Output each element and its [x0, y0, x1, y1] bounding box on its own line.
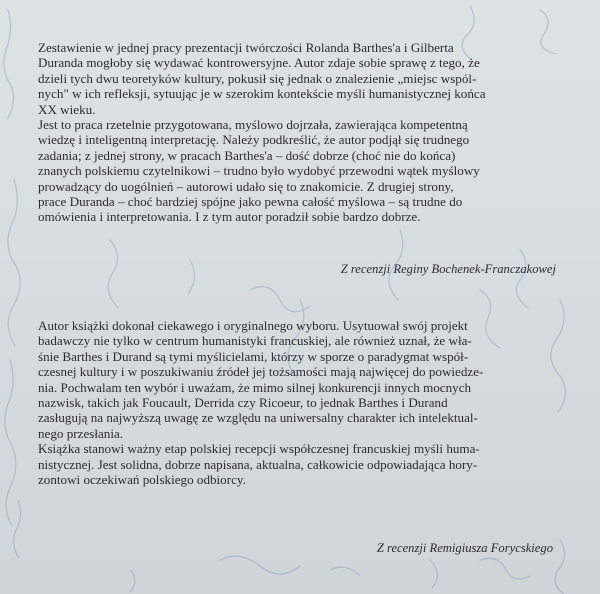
text-line: nistycznej. Jest solidna, dobrze napisana, aktualna, całkowicie odpowiadająca hory- [38, 456, 478, 472]
review-1-paragraph-1 [38, 40, 556, 117]
text-line: Autor książki dokonał ciekawego i oryginalnego wyboru. Usytuował swój projekt [38, 318, 468, 333]
review-1 [38, 40, 556, 225]
text-line: Duranda mogłoby się wydawać kontrowersyjne. Autor zdaje sobie sprawę z tego, że [38, 55, 480, 71]
review-2-attribution: Z recenzji Remigiusza Forycskiego [376, 541, 553, 555]
review-1-paragraph-2 [38, 117, 556, 225]
text-line: zadania; z jednej strony, w pracach Barthes'a – dość dobrze (choć nie do końca) [38, 147, 456, 163]
text-line: zasługują na najwyższą uwagę ze względu na uniwersalny charakter ich intelektual- [38, 410, 478, 426]
text-line: nych" w ich refleksji, sytuując je w szerokim kontekście myśli humanistycznej końca [38, 86, 486, 102]
text-line: nia. Pochwalam ten wybór i uważam, że mimo silnej konkurencji innych mocnych [38, 379, 472, 395]
text-line: omówienia i interpretowania. I z tym autor poradził sobie bardzo dobrze. [38, 209, 421, 225]
text-line: Jest to praca rzetelnie przygotowana, myślowo dojrzała, zawierająca kompetentną [38, 117, 468, 133]
text-line: zontowi oczekiwań polskiego odbiorcy. [38, 472, 246, 488]
text-line: Zestawienie w jednej pracy prezentacji twórczości Rolanda Barthes'a i Gilberta [38, 40, 454, 55]
review-1-attribution: Z recenzji Reginy Bochenek-Franczakowej [340, 262, 556, 276]
review-2 [38, 318, 556, 487]
text-line: wiedzę i inteligentną interpretację. Należy podkreślić, że autor podjął się trudnego [38, 132, 470, 148]
text-line: prowadzący do uogólnień – autorowi udało się to znakomicie. Z drugiej strony, [38, 178, 454, 194]
review-2-paragraph-2 [38, 441, 556, 487]
text-line: śnie Barthes i Durand są tymi myślicielami, którzy w sporze o paradygmat współ- [38, 348, 469, 364]
text-line: dzieli tych dwu teoretyków kultury, pokusił się jednak o znalezienie „miejsc wspól- [38, 70, 477, 86]
text-line: nazwisk, takich jak Foucault, Derrida czy Ricoeur, to jednak Barthes i Durand [38, 395, 448, 411]
text-line: Książka stanowi ważny etap polskiej recepcji współczesnej francuskiej myśli huma- [38, 441, 480, 457]
review-2-paragraph-1 [38, 318, 556, 441]
text-line: prace Duranda – choć bardziej spójne jako pewna całość myślowa – są trudne do [38, 194, 463, 210]
text-line: badawczy nie tylko w centrum humanistyki francuskiej, ale również uznał, że wła- [38, 333, 472, 349]
text-line: nego przesłania. [38, 425, 124, 441]
text-line: czesnej kultury i w poszukiwaniu źródeł jej tożsamości mają najwięcej do powiedze- [38, 364, 484, 380]
text-line: znanych polskiemu czytelnikowi – trudno było wydobyć przewodni wątek myślowy [38, 163, 480, 179]
text-line: XX wieku. [38, 101, 96, 117]
